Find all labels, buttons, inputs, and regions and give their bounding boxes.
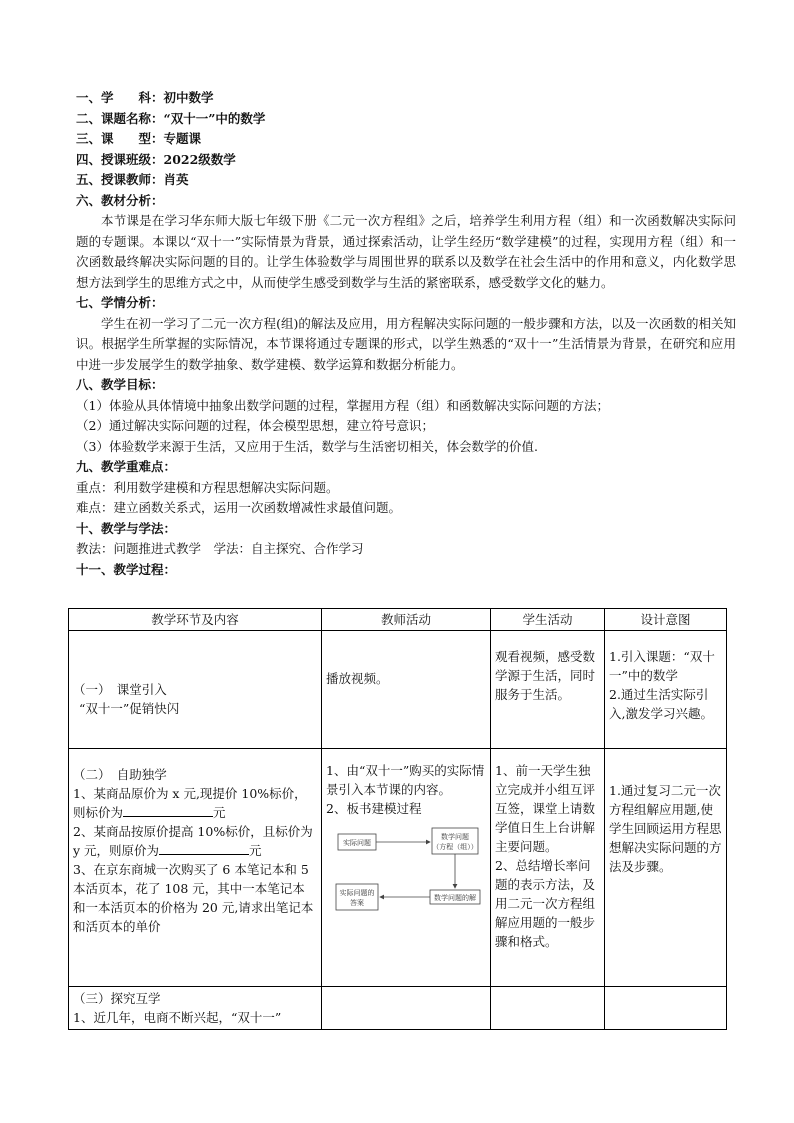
table-header-row — [69, 609, 727, 631]
header-class: 四、授课班级：2022级数学 — [76, 151, 236, 167]
flow-box-real-answer-sub: 答案 — [350, 899, 364, 907]
table-row — [69, 987, 727, 1030]
flow-box-math-problem-sub: （方程（组）） — [432, 843, 478, 851]
header-teacher: 五、授课教师：肖英 — [76, 172, 189, 187]
column-header: 设计意图 — [605, 609, 727, 631]
row1-student-cell: 观看视频，感受数学源于生活，同时服务于生活。 — [491, 631, 605, 749]
question-2: 2、某商品按原价提高 10%标价，且标价为 y 元，则原价为 元 — [73, 824, 313, 858]
objective-item: （3）体验数学来源于生活，又应用于生活，数学与生活密切相关，体会数学的价值. — [76, 438, 538, 454]
section-key-points-title: 九、教学重难点： — [76, 459, 177, 474]
objective-item: （2）通过解决实际问题的过程，体会模型思想，建立符号意识； — [76, 418, 434, 433]
row1-teacher-cell: 播放视频。 — [322, 631, 491, 749]
row1-title: （一） 课堂引入 — [73, 681, 167, 697]
row2-intent-cell: 1.通过复习二元一次方程组解应用题,使学生回顾运用方程思想解决实际问题的方法及步骤。 — [605, 749, 727, 987]
table-row — [69, 749, 727, 987]
section-textbook-analysis-text: 本节课是在学习华东师大版七年级下册《二元一次方程组》之后，培养学生利用方程（组）和一次函数解决实际问题的专题课。本课以“双十一”实际情景为背景，通过探索活动，让学生经历“数学建模”的过程，实现用方程（组）和一次函数最终解决实际问题的目的。让学生体验数学与周围世界的联系以及数学在社会生活中的作用和意义，内化数学思想方法到学生的思维方式之中，从而使学生感受到数学与生活的紧密联系，感受数学文化的魅力。 — [76, 213, 736, 290]
row2-teacher-cell: 1、由“双十一”购买的实际情景引入本节课的内容。 2、板书建模过程 实际问题 数学问题 （方程（组）） 数学问题的解 实际问题的 答案 — [322, 749, 491, 987]
section-student-analysis-title: 七、学情分析： — [76, 295, 164, 310]
modeling-flow-svg — [326, 824, 484, 916]
flow-box-math-problem-label: 数学问题 — [441, 833, 469, 841]
section-objectives-title: 八、教学目标： — [76, 377, 164, 392]
row3-student-cell — [491, 987, 605, 1030]
flow-box-math-solution-label: 数学问题的解 — [434, 894, 476, 902]
answer-blank — [123, 804, 213, 817]
teaching-process-table — [68, 608, 727, 1030]
row3-teacher-cell — [322, 987, 491, 1030]
question-3: 3、在京东商城一次购买了 6 本笔记本和 5 本活页本，花了 108 元，其中一本笔记本和一本活页本的价格为 20 元,请求出笔记本和活页本的单价 — [73, 862, 314, 934]
header-subject: 一、学 科：初中数学 — [76, 90, 214, 105]
section-methods-title: 十、教学与学法： — [76, 520, 177, 536]
section-process-title: 十一、教学过程： — [76, 561, 177, 577]
flow-box-real-problem-label: 实际问题 — [343, 839, 371, 847]
row3-intent-cell — [605, 987, 727, 1030]
section-student-analysis-text: 学生在初一学习了二元一次方程(组)的解法及应用，用方程解决实际问题的一般步骤和方法，以及一次函数的相关知识。根据学生所掌握的实际情况，本节课将通过专题课的形式，以学生熟悉的“双十一”生活情景为背景，在研究和应用中进一步发展学生的数学抽象、数学建模、数学运算和数据分析能力。 — [76, 315, 736, 372]
row2-content-cell: （二） 自助独学 1、某商品原价为 x 元,现提价 10%标价，则标价为 元 2、某商品按原价提高 10%标价，且标价为 y 元，则原价为 元 3、在京东商城一次购买了 6 本笔记本和 5 本活页本，花了 108 元，其中一本笔记本和一本活页本的价格为 20 元,请求出笔记本和活页本的单价 — [69, 749, 322, 987]
difficulty-item: 难点：建立函数关系式，运用一次函数增减性求最值问题。 — [76, 500, 402, 515]
answer-blank — [159, 842, 249, 855]
section-textbook-analysis-title: 六、教材分析： — [76, 192, 164, 208]
modeling-flow-diagram — [326, 824, 486, 916]
column-header: 教学环节及内容 — [69, 609, 322, 631]
row1-content-cell — [69, 631, 322, 749]
header-topic: 二、课题名称：“双十一”中的数学 — [76, 110, 266, 126]
row3-content-cell: （三）探究互学 1、近几年，电商不断兴起，“双十一” — [69, 987, 322, 1030]
objective-item: （1）体验从具体情境中抽象出数学问题的过程，掌握用方程（组）和函数解决实际问题的方法； — [76, 397, 609, 413]
key-point-item: 重点：利用数学建模和方程思想解决实际问题。 — [76, 479, 339, 495]
lesson-plan-body — [76, 88, 736, 580]
question-1: 1、某商品原价为 x 元,现提价 10%标价，则标价为 元 — [73, 786, 307, 820]
section-methods-text: 教法：问题推进式教学 学法：自主探究、合作学习 — [76, 541, 364, 556]
header-lesson-type: 三、课 型：专题课 — [76, 131, 202, 146]
row1-subtitle: “双十一”促销快闪 — [79, 700, 180, 716]
column-header: 教师活动 — [322, 609, 491, 631]
column-header: 学生活动 — [491, 609, 605, 631]
flow-box-real-answer-label: 实际问题的 — [339, 889, 375, 897]
table-row — [69, 631, 727, 749]
row1-intent-cell: 1.引入课题：“双十一”中的数学 2.通过生活实际引入,激发学习兴趣。 — [605, 631, 727, 749]
row2-student-cell: 1、前一天学生独立完成并小组互评互签，课堂上请数学值日生上台讲解主要问题。 2、总结增长率问题的表示方法，及用二元一次方程组解应用题的一般步骤和格式。 — [491, 749, 605, 987]
